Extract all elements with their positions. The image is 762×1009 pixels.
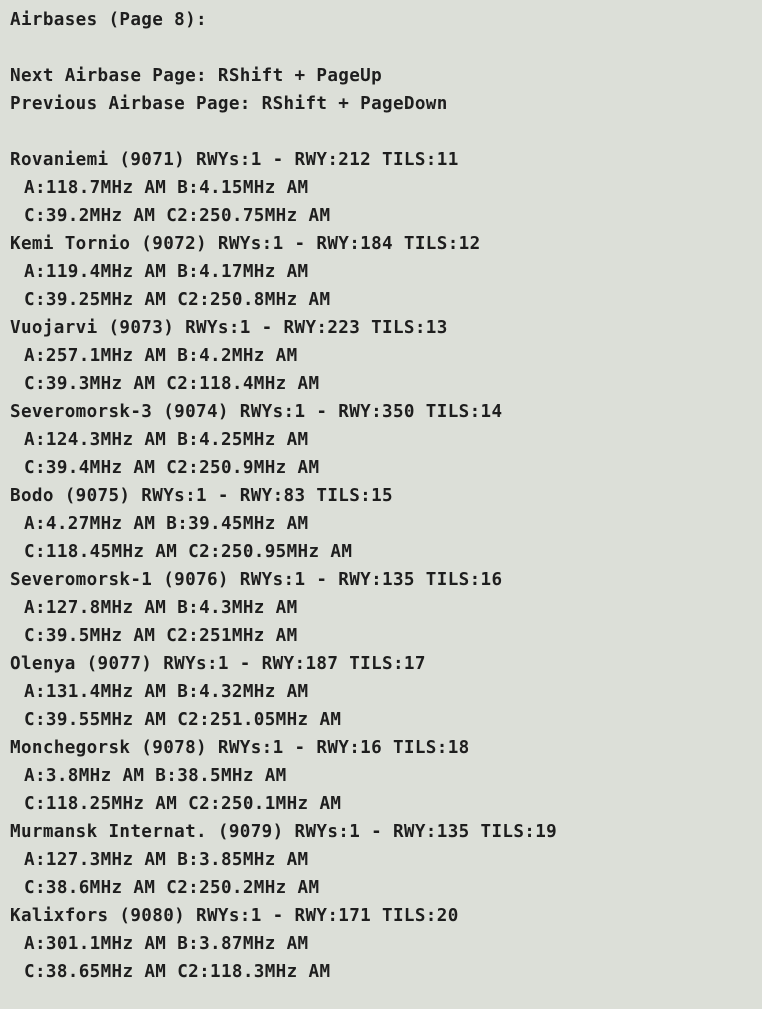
airbase-heading: Rovaniemi (9071) RWYs:1 - RWY:212 TILS:11 — [10, 150, 459, 170]
airbase-heading: Severomorsk-3 (9074) RWYs:1 - RWY:350 TILS:14 — [10, 402, 503, 422]
airbase-frequencies-ab: A:118.7MHz AM B:4.15MHz AM — [24, 178, 309, 198]
airbase-frequencies-c: C:118.45MHz AM C2:250.95MHz AM — [24, 542, 353, 562]
spacer — [10, 34, 758, 62]
airbase-frequencies-c: C:118.25MHz AM C2:250.1MHz AM — [24, 794, 342, 814]
airbase-entry — [10, 650, 758, 734]
airbase-frequencies-ab: A:257.1MHz AM B:4.2MHz AM — [24, 346, 298, 366]
airbase-frequencies-c: C:39.3MHz AM C2:118.4MHz AM — [24, 374, 320, 394]
airbase-entry — [10, 230, 758, 314]
airbase-frequencies-c: C:39.5MHz AM C2:251MHz AM — [24, 626, 298, 646]
airbase-entry — [10, 314, 758, 398]
page-title: Airbases (Page 8): — [10, 10, 207, 30]
airbase-frequencies-c: C:39.55MHz AM C2:251.05MHz AM — [24, 710, 342, 730]
airbase-frequencies-c: C:39.2MHz AM C2:250.75MHz AM — [24, 206, 331, 226]
airbase-heading: Kemi Tornio (9072) RWYs:1 - RWY:184 TILS:12 — [10, 234, 481, 254]
next-page-hint: Next Airbase Page: RShift + PageUp — [10, 66, 383, 86]
airbase-frequencies-ab: A:4.27MHz AM B:39.45MHz AM — [24, 514, 309, 534]
airbase-frequencies-ab: A:131.4MHz AM B:4.32MHz AM — [24, 682, 309, 702]
airbase-heading: Monchegorsk (9078) RWYs:1 - RWY:16 TILS:18 — [10, 738, 470, 758]
airbase-heading: Murmansk Internat. (9079) RWYs:1 - RWY:135 TILS:19 — [10, 822, 558, 842]
airbase-list-page — [10, 6, 758, 986]
airbase-frequencies-c: C:38.65MHz AM C2:118.3MHz AM — [24, 962, 331, 982]
airbase-heading: Bodo (9075) RWYs:1 - RWY:83 TILS:15 — [10, 486, 393, 506]
airbase-frequencies-c: C:39.25MHz AM C2:250.8MHz AM — [24, 290, 331, 310]
airbase-entry — [10, 734, 758, 818]
airbase-frequencies-ab: A:119.4MHz AM B:4.17MHz AM — [24, 262, 309, 282]
airbase-entry — [10, 146, 758, 230]
airbase-frequencies-ab: A:301.1MHz AM B:3.87MHz AM — [24, 934, 309, 954]
airbase-frequencies-ab: A:127.3MHz AM B:3.85MHz AM — [24, 850, 309, 870]
previous-page-hint: Previous Airbase Page: RShift + PageDown — [10, 94, 448, 114]
airbase-frequencies-c: C:38.6MHz AM C2:250.2MHz AM — [24, 878, 320, 898]
airbase-entry — [10, 398, 758, 482]
airbase-heading: Kalixfors (9080) RWYs:1 - RWY:171 TILS:20 — [10, 906, 459, 926]
airbase-frequencies-ab: A:3.8MHz AM B:38.5MHz AM — [24, 766, 287, 786]
spacer — [10, 118, 758, 146]
airbase-heading: Severomorsk-1 (9076) RWYs:1 - RWY:135 TILS:16 — [10, 570, 503, 590]
airbase-heading: Vuojarvi (9073) RWYs:1 - RWY:223 TILS:13 — [10, 318, 448, 338]
airbase-entry — [10, 818, 758, 902]
airbase-entry — [10, 566, 758, 650]
airbase-entry — [10, 902, 758, 986]
airbase-frequencies-ab: A:124.3MHz AM B:4.25MHz AM — [24, 430, 309, 450]
airbase-frequencies-ab: A:127.8MHz AM B:4.3MHz AM — [24, 598, 298, 618]
airbase-frequencies-c: C:39.4MHz AM C2:250.9MHz AM — [24, 458, 320, 478]
airbase-entry — [10, 482, 758, 566]
airbase-heading: Olenya (9077) RWYs:1 - RWY:187 TILS:17 — [10, 654, 426, 674]
